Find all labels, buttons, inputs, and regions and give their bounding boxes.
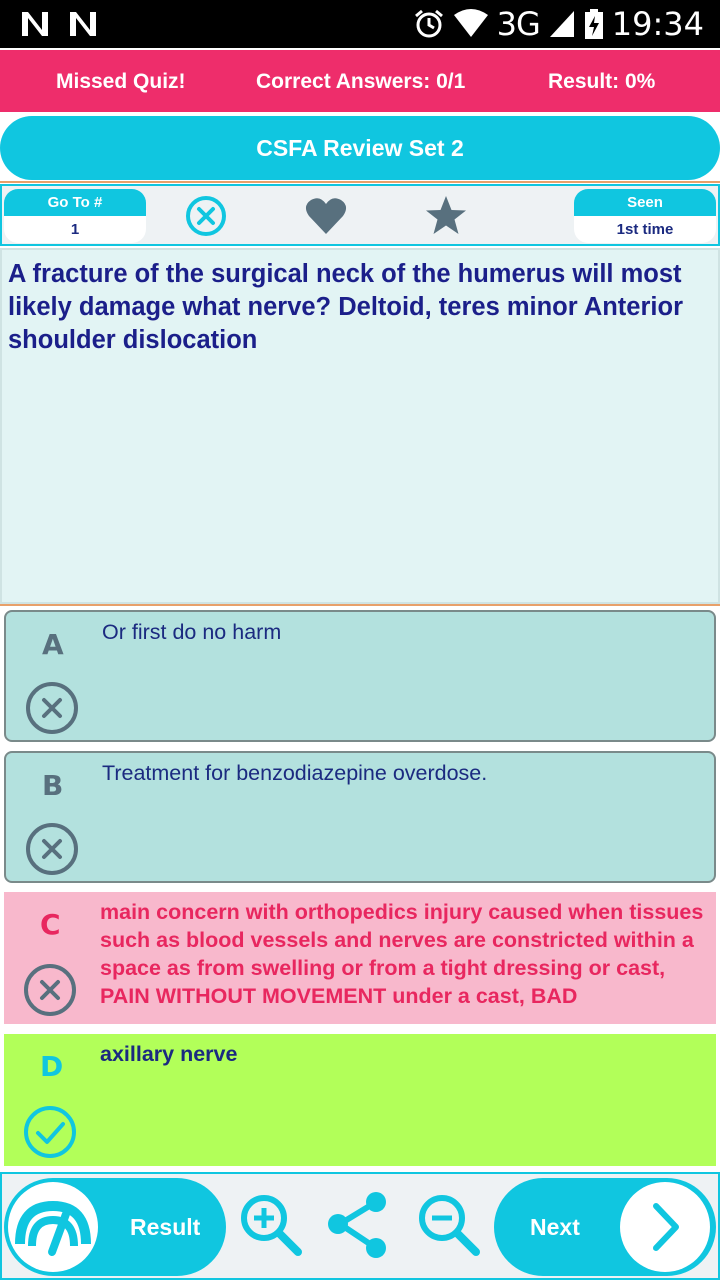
signal-icon bbox=[548, 9, 576, 39]
gauge-icon bbox=[8, 1182, 98, 1272]
seen-value: 1st time bbox=[574, 216, 716, 243]
wifi-icon bbox=[453, 9, 489, 39]
result-icon-circle bbox=[8, 1182, 98, 1272]
share-icon[interactable] bbox=[324, 1190, 394, 1260]
question-toolbar bbox=[0, 184, 720, 246]
wrong-circle-icon bbox=[24, 821, 80, 877]
answer-text: main concern with orthopedics injury caused when tissues such as blood vessels and nerves are constricted within a space as from swelling or from a tight dressing or cast, PAIN WITHOUT MOVEMENT under a cast, BAD bbox=[100, 900, 704, 1008]
answer-option-c[interactable] bbox=[4, 892, 716, 1024]
answer-letter: D bbox=[40, 1050, 64, 1083]
result-percent-label: Result: 0% bbox=[548, 70, 656, 93]
answer-letter: A bbox=[42, 628, 64, 661]
seen-label: Seen bbox=[574, 189, 716, 216]
heart-icon[interactable] bbox=[304, 194, 348, 238]
check-circle-icon bbox=[22, 1104, 78, 1160]
bottom-action-bar bbox=[0, 1172, 720, 1280]
alarm-icon bbox=[413, 8, 445, 40]
question-text: A fracture of the surgical neck of the humerus will most likely damage what nerve? Deltoid, teres minor Anterior shoulder dislocation bbox=[8, 260, 683, 354]
answer-text: Or first do no harm bbox=[102, 620, 282, 644]
next-button-label: Next bbox=[530, 1214, 580, 1240]
stats-bar bbox=[0, 50, 720, 112]
goto-badge[interactable] bbox=[4, 189, 146, 243]
goto-value: 1 bbox=[4, 216, 146, 243]
star-icon[interactable] bbox=[424, 194, 468, 238]
answer-option-b[interactable] bbox=[4, 751, 716, 883]
next-button[interactable] bbox=[494, 1178, 716, 1276]
answer-letter: C bbox=[40, 908, 61, 941]
network-type: 3G bbox=[496, 5, 540, 43]
zoom-in-icon[interactable] bbox=[236, 1190, 306, 1260]
n-notification-icon bbox=[68, 10, 98, 38]
battery-charging-icon bbox=[584, 8, 604, 40]
question-panel bbox=[0, 248, 720, 604]
answer-letter: B bbox=[42, 769, 64, 802]
status-bar bbox=[0, 0, 720, 48]
clock: 19:34 bbox=[611, 5, 704, 43]
wrong-circle-icon bbox=[24, 680, 80, 736]
answer-option-d[interactable] bbox=[4, 1034, 716, 1166]
next-icon-circle bbox=[620, 1182, 710, 1272]
close-circle-icon[interactable] bbox=[184, 194, 228, 238]
goto-label: Go To # bbox=[4, 189, 146, 216]
answer-text: Treatment for benzodiazepine overdose. bbox=[102, 761, 488, 785]
quiz-title: CSFA Review Set 2 bbox=[0, 116, 720, 180]
zoom-out-icon[interactable] bbox=[414, 1190, 484, 1260]
seen-badge bbox=[574, 189, 716, 243]
divider bbox=[0, 604, 720, 606]
n-notification-icon bbox=[20, 10, 50, 38]
divider bbox=[0, 181, 720, 183]
result-button-label: Result bbox=[130, 1214, 201, 1240]
chevron-right-icon bbox=[620, 1182, 710, 1272]
wrong-circle-icon bbox=[22, 962, 78, 1018]
answer-option-a[interactable] bbox=[4, 610, 716, 742]
result-button[interactable] bbox=[4, 1178, 226, 1276]
missed-quiz-label: Missed Quiz! bbox=[56, 70, 186, 93]
correct-answers-label: Correct Answers: 0/1 bbox=[256, 70, 466, 93]
answer-text: axillary nerve bbox=[100, 1042, 238, 1066]
